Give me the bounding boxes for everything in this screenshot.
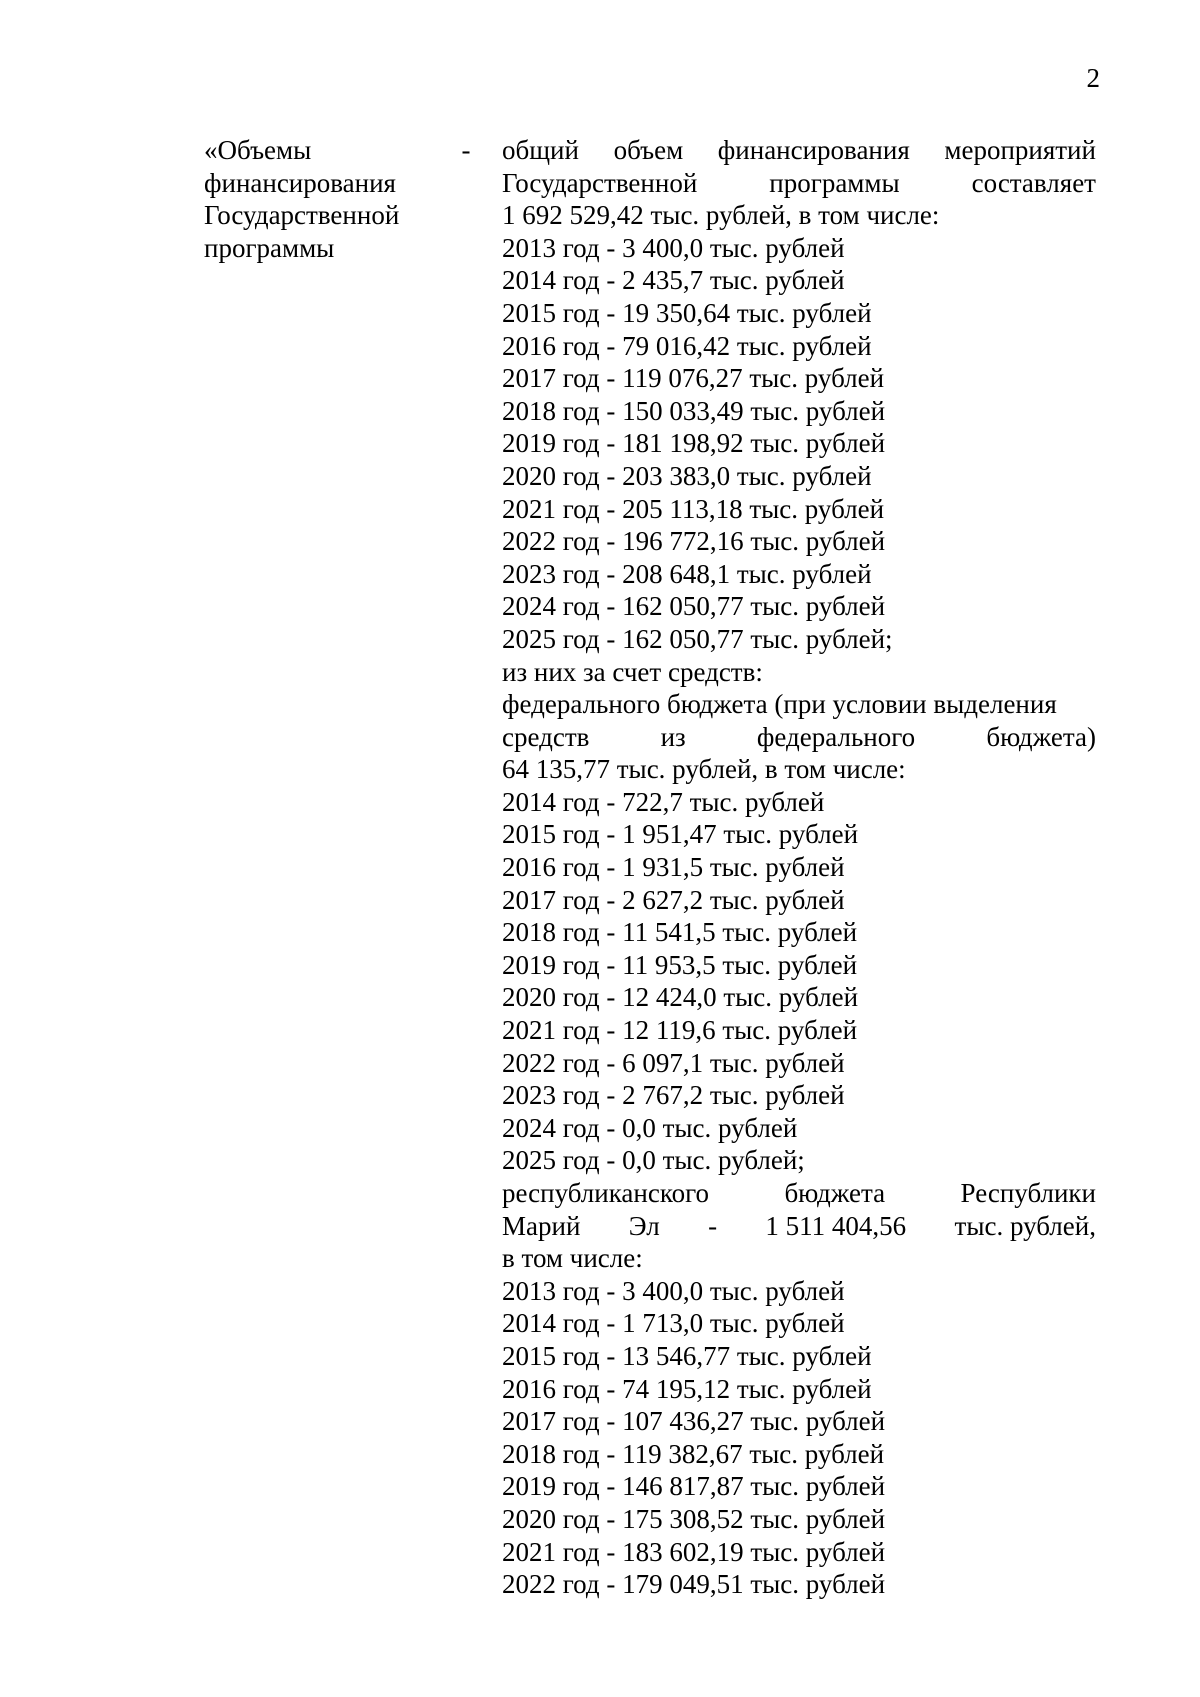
total-year-item: 2016 год - 79 016,42 тыс. рублей	[502, 330, 872, 361]
total-years-list	[502, 232, 1096, 656]
financing-description	[502, 134, 1096, 1601]
federal-year-item: 2018 год - 11 541,5 тыс. рублей	[502, 917, 858, 948]
federal-word: из	[660, 721, 686, 752]
total-year-item: 2021 год - 205 113,18 тыс. рублей	[502, 493, 885, 524]
total-year-item: 2015 год - 19 350,64 тыс. рублей	[502, 297, 872, 328]
label-line: программы	[204, 232, 335, 263]
sources-intro: из них за счет средств:	[502, 656, 763, 687]
total-year-item: 2013 год - 3 400,0 тыс. рублей	[502, 232, 845, 263]
republic-year-item: 2020 год - 175 308,52 тыс. рублей	[502, 1503, 886, 1534]
total-amount-line: 1 692 529,42 тыс. рублей, в том числе:	[502, 200, 940, 231]
intro-line	[502, 134, 1096, 167]
republic-year-item: 2016 год - 74 195,12 тыс. рублей	[502, 1373, 872, 1404]
federal-word: бюджета)	[986, 721, 1096, 752]
label-line: Государственной	[204, 200, 400, 231]
republic-year-item: 2015 год - 13 546,77 тыс. рублей	[502, 1340, 872, 1371]
total-year-item: 2020 год - 203 383,0 тыс. рублей	[502, 460, 872, 491]
page-number: 2	[1086, 63, 1100, 93]
total-year-item: 2017 год - 119 076,27 тыс. рублей	[502, 363, 885, 394]
republic-year-item: 2013 год - 3 400,0 тыс. рублей	[502, 1275, 845, 1306]
intro-word: общий	[502, 135, 579, 165]
total-year-item: 2018 год - 150 033,49 тыс. рублей	[502, 395, 886, 426]
republic-word: бюджета	[784, 1178, 886, 1208]
total-year-item: 2023 год - 208 648,1 тыс. рублей	[502, 558, 872, 589]
republic-word: республиканского	[502, 1178, 709, 1208]
federal-year-item: 2023 год - 2 767,2 тыс. рублей	[502, 1080, 845, 1111]
intro-line	[502, 167, 1096, 200]
label-dash: -	[461, 135, 471, 165]
federal-line	[502, 721, 1096, 754]
federal-year-item: 2022 год - 6 097,1 тыс. рублей	[502, 1047, 845, 1078]
intro-word: мероприятий	[944, 135, 1096, 165]
federal-year-item: 2017 год - 2 627,2 тыс. рублей	[502, 884, 845, 915]
republic-year-item: 2022 год - 179 049,51 тыс. рублей	[502, 1569, 886, 1600]
federal-year-item: 2021 год - 12 119,6 тыс. рублей	[502, 1015, 858, 1046]
republic-year-item: 2014 год - 1 713,0 тыс. рублей	[502, 1308, 845, 1339]
federal-year-item: 2025 год - 0,0 тыс. рублей;	[502, 1145, 805, 1176]
federal-line	[502, 688, 1096, 721]
republic-year-item: 2018 год - 119 382,67 тыс. рублей	[502, 1438, 885, 1469]
federal-year-item: 2014 год - 722,7 тыс. рублей	[502, 786, 825, 817]
federal-year-item: 2016 год - 1 931,5 тыс. рублей	[502, 852, 845, 883]
section-label	[204, 134, 434, 264]
republic-word: -	[708, 1210, 718, 1241]
federal-years-list	[502, 786, 1096, 1177]
federal-word: средств	[502, 721, 590, 752]
republic-word: 1 511 404,56	[765, 1210, 907, 1241]
republic-line	[502, 1177, 1096, 1210]
federal-amount-line: 64 135,77 тыс. рублей, в том числе:	[502, 754, 906, 785]
republic-amount-line: в том числе:	[502, 1243, 643, 1274]
federal-year-item: 2015 год - 1 951,47 тыс. рублей	[502, 819, 859, 850]
federal-year-item: 2020 год - 12 424,0 тыс. рублей	[502, 982, 859, 1013]
republic-word: тыс. рублей,	[954, 1210, 1096, 1241]
total-year-item: 2024 год - 162 050,77 тыс. рублей	[502, 591, 886, 622]
republic-years-list	[502, 1275, 1096, 1601]
total-year-item: 2014 год - 2 435,7 тыс. рублей	[502, 265, 845, 296]
federal-text: федерального бюджета (при условии выделения	[502, 689, 1057, 720]
label-line: «Объемы	[204, 135, 312, 165]
intro-word: программы	[769, 167, 900, 198]
label-dash-column	[456, 134, 476, 167]
intro-word: объем	[613, 135, 684, 165]
republic-word: Эл	[628, 1210, 660, 1241]
total-year-item: 2019 год - 181 198,92 тыс. рублей	[502, 428, 886, 459]
republic-year-item: 2019 год - 146 817,87 тыс. рублей	[502, 1471, 886, 1502]
federal-word: федерального	[756, 721, 916, 752]
intro-word: Государственной	[502, 167, 698, 198]
intro-word: финансирования	[717, 135, 910, 165]
federal-year-item: 2024 год - 0,0 тыс. рублей	[502, 1112, 798, 1143]
republic-word: Республики	[960, 1178, 1096, 1208]
republic-year-item: 2017 год - 107 436,27 тыс. рублей	[502, 1406, 886, 1437]
total-year-item: 2025 год - 162 050,77 тыс. рублей;	[502, 623, 893, 654]
republic-word: Марий	[502, 1210, 581, 1241]
total-year-item: 2022 год - 196 772,16 тыс. рублей	[502, 526, 886, 557]
intro-word: составляет	[971, 167, 1096, 198]
federal-year-item: 2019 год - 11 953,5 тыс. рублей	[502, 949, 858, 980]
republic-line	[502, 1210, 1096, 1243]
republic-year-item: 2021 год - 183 602,19 тыс. рублей	[502, 1536, 886, 1567]
label-line: финансирования	[204, 167, 396, 198]
